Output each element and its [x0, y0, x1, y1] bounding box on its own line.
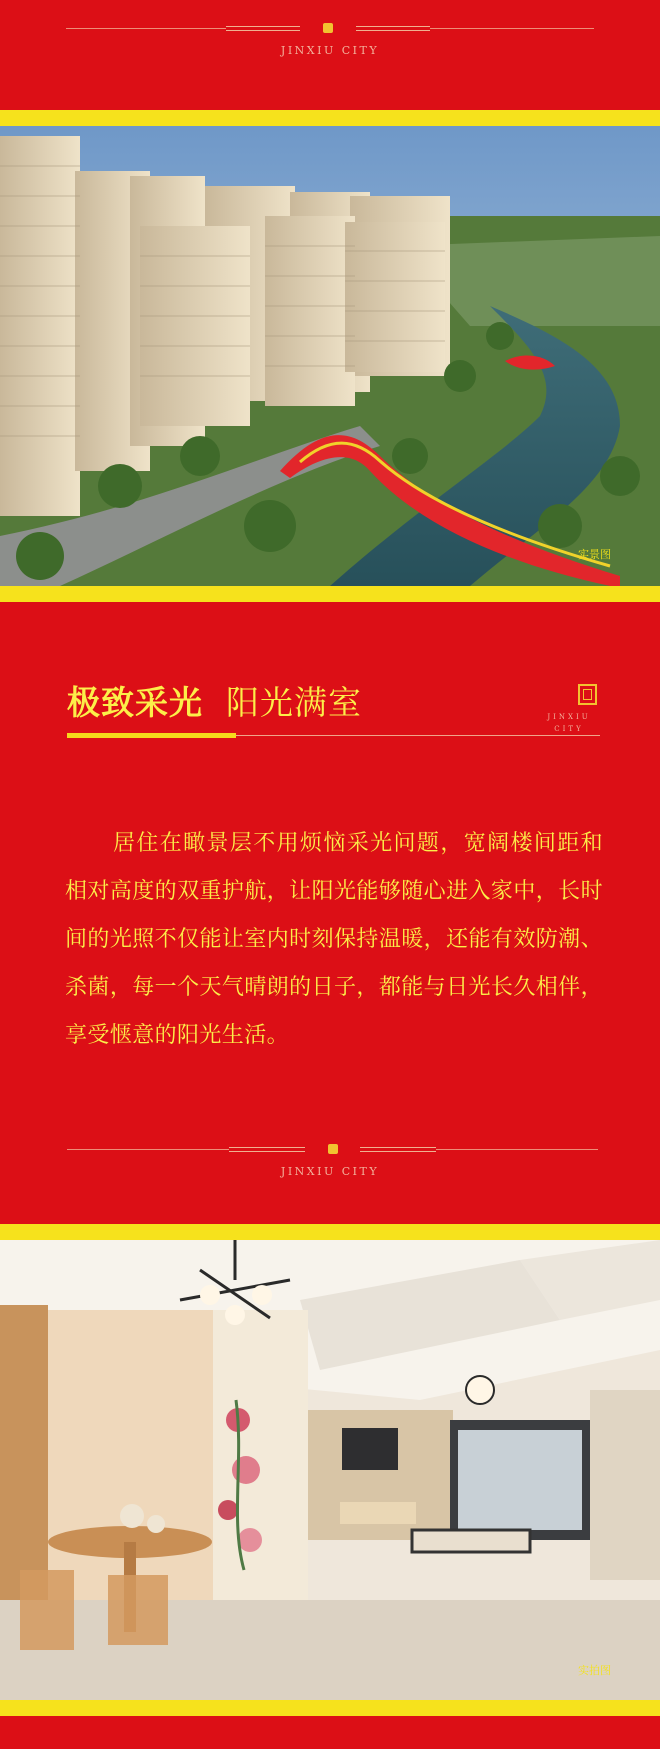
yellow-band [0, 1224, 660, 1240]
interior-photo [0, 1240, 660, 1700]
brand-text: JINXIU CITY [280, 44, 380, 57]
top-ornament [0, 0, 660, 70]
middle-ornament [0, 1135, 660, 1185]
brand-side-text: JINXIU CITY [547, 713, 591, 733]
body-paragraph: 居住在瞰景层不用烦恼采光问题，宽阔楼间距和相对高度的双重护航，让阳光能够随心进入家中，长时间的光照不仅能让室内时刻保持温暖，还能有效防潮、杀菌，每一个天气晴朗的日子，都能与日光长久相伴，享受惬意的阳光生活。 [65, 831, 603, 1048]
heading-underline [67, 733, 236, 738]
yellow-band [0, 1700, 660, 1716]
heading-divider [236, 735, 600, 736]
yellow-band [0, 586, 660, 602]
heading-light: 阳光满室 [226, 683, 362, 722]
heading-bold: 极致采光 [67, 683, 203, 722]
seal-icon [323, 23, 333, 33]
seal-icon [328, 1144, 338, 1154]
photo-tag: 实景图 [578, 548, 611, 561]
aerial-scene [0, 126, 660, 586]
aerial-photo [0, 126, 660, 586]
photo-tag: 实拍图 [578, 1664, 611, 1677]
brand-text: JINXIU CITY [280, 1165, 380, 1178]
yellow-band [0, 110, 660, 126]
interior-scene [0, 1240, 660, 1700]
logo-seal-icon [578, 684, 597, 705]
